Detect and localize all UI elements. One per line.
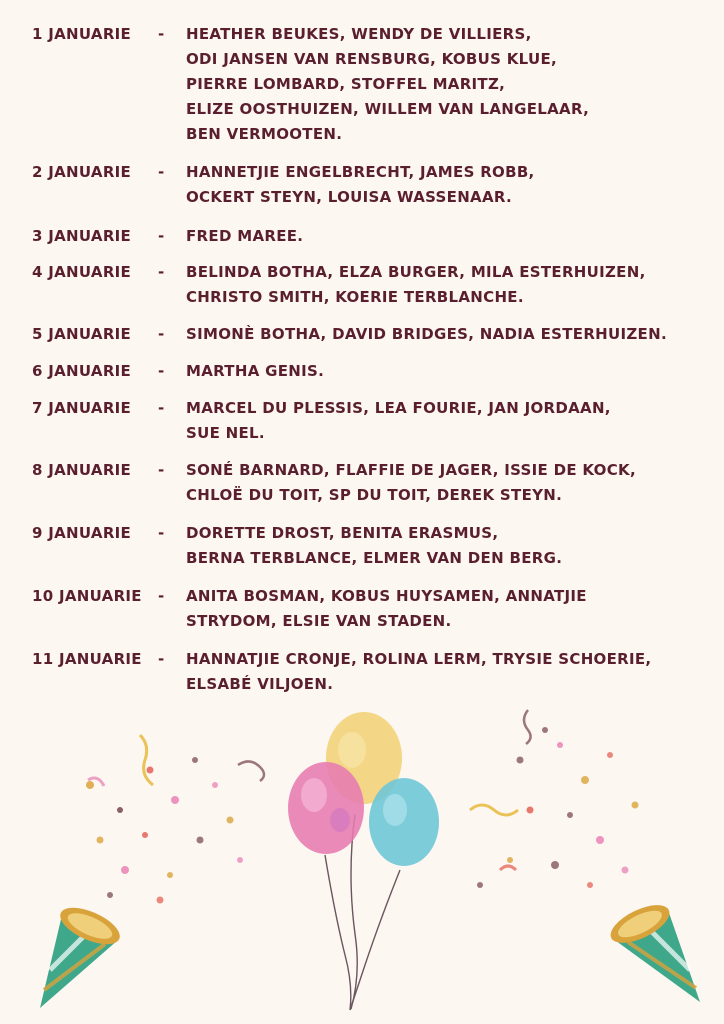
names-line: BEN VERMOOTEN. — [186, 125, 343, 143]
names-line: CHRISTO SMITH, KOERIE TERBLANCHE. — [186, 288, 524, 306]
names-text — [186, 160, 706, 210]
names-line: ODI JANSEN VAN RENSBURG, KOBUS KLUE, — [186, 50, 558, 68]
separator: - — [158, 227, 165, 245]
separator: - — [158, 325, 165, 343]
names-line: SONÉ BARNARD, FLAFFIE DE JAGER, ISSIE DE KOCK, — [186, 461, 636, 479]
date-label: 11 JANUARIE — [32, 650, 142, 668]
separator: - — [158, 399, 165, 417]
blue-balloon — [369, 778, 439, 866]
party-popper-left — [40, 900, 125, 1008]
date-label: 2 JANUARIE — [32, 163, 132, 181]
date-label: 9 JANUARIE — [32, 524, 132, 542]
separator: - — [158, 524, 165, 542]
names-text — [186, 396, 706, 446]
separator: - — [158, 650, 165, 668]
pink-balloon — [288, 762, 364, 854]
names-line: ELIZE OOSTHUIZEN, WILLEM VAN LANGELAAR, — [186, 100, 590, 118]
names-line: SUE NEL. — [186, 424, 265, 442]
names-text — [186, 584, 706, 634]
date-label: 6 JANUARIE — [32, 362, 132, 380]
date-label: 3 JANUARIE — [32, 227, 132, 245]
separator: - — [158, 461, 165, 479]
names-line: MARTHA GENIS. — [186, 362, 325, 380]
names-line: HANNETJIE ENGELBRECHT, JAMES ROBB, — [186, 163, 535, 181]
names-text — [186, 224, 706, 249]
date-label: 8 JANUARIE — [32, 461, 132, 479]
names-text — [186, 22, 706, 147]
names-line: STRYDOM, ELSIE VAN STADEN. — [186, 612, 452, 630]
balloons-illustration — [288, 712, 439, 1010]
names-text — [186, 521, 706, 571]
names-line: BELINDA BOTHA, ELZA BURGER, MILA ESTERHUIZEN, — [186, 263, 646, 281]
confetti-left — [86, 735, 264, 904]
names-text — [186, 322, 706, 347]
names-text — [186, 458, 706, 508]
names-line: OCKERT STEYN, LOUISA WASSENAAR. — [186, 188, 513, 206]
separator: - — [158, 362, 165, 380]
separator: - — [158, 163, 165, 181]
names-line: PIERRE LOMBARD, STOFFEL MARITZ, — [186, 75, 506, 93]
date-label: 1 JANUARIE — [32, 25, 132, 43]
names-line: HANNATJIE CRONJE, ROLINA LERM, TRYSIE SCHOERIE, — [186, 650, 652, 668]
date-label: 5 JANUARIE — [32, 325, 132, 343]
names-line: ELSABÉ VILJOEN. — [186, 675, 334, 693]
date-label: 4 JANUARIE — [32, 263, 132, 281]
separator: - — [158, 587, 165, 605]
names-text — [186, 260, 706, 310]
names-line: CHLOË DU TOIT, SP DU TOIT, DEREK STEYN. — [186, 486, 563, 504]
date-label: 10 JANUARIE — [32, 587, 142, 605]
names-text — [186, 359, 706, 384]
names-line: FRED MAREE. — [186, 227, 304, 245]
separator: - — [158, 263, 165, 281]
confetti-right — [470, 710, 639, 888]
party-popper-right — [605, 897, 700, 1002]
names-line: ANITA BOSMAN, KOBUS HUYSAMEN, ANNATJIE — [186, 587, 587, 605]
names-line: DORETTE DROST, BENITA ERASMUS, — [186, 524, 499, 542]
date-label: 7 JANUARIE — [32, 399, 132, 417]
names-line: MARCEL DU PLESSIS, LEA FOURIE, JAN JORDAAN, — [186, 399, 611, 417]
names-line: SIMONÈ BOTHA, DAVID BRIDGES, NADIA ESTERHUIZEN. — [186, 325, 667, 343]
separator: - — [158, 25, 165, 43]
party-illustration — [0, 690, 724, 1024]
names-line: HEATHER BEUKES, WENDY DE VILLIERS, — [186, 25, 532, 43]
names-line: BERNA TERBLANCE, ELMER VAN DEN BERG. — [186, 549, 563, 567]
